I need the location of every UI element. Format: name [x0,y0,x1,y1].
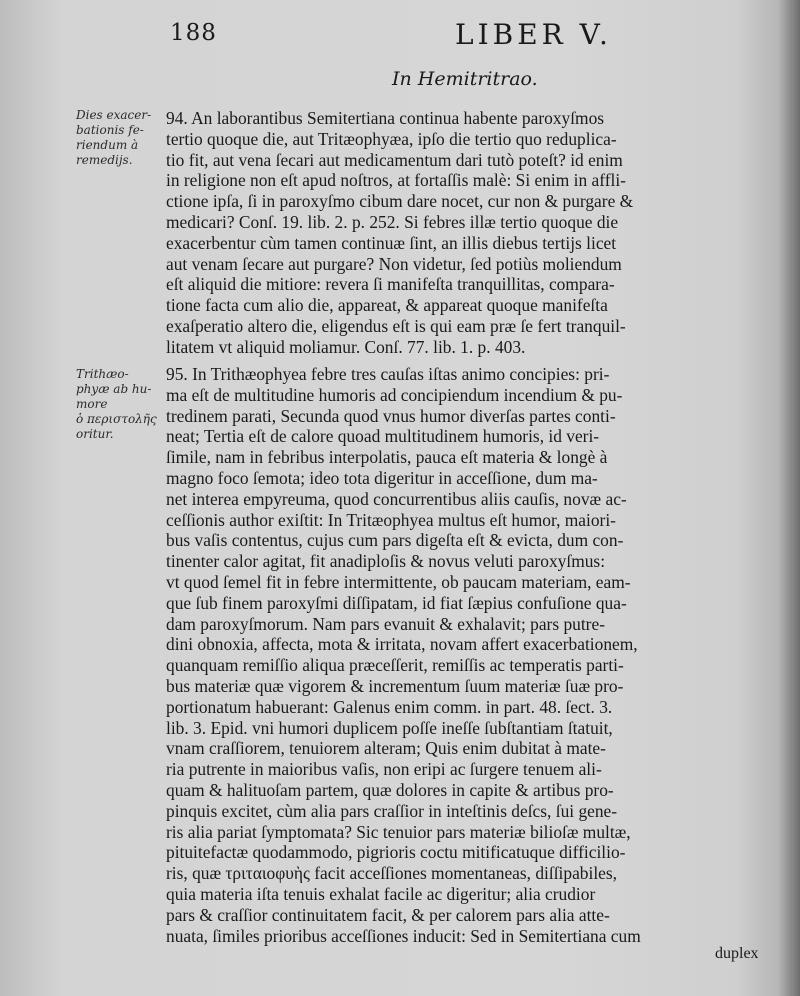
text-line: quia materia iſta tenuis exhalat facile ac digeritur; alia crudior [166,883,596,904]
text-line: exacerbentur cùm tamen continuæ ſint, an illis diebus tertijs licet [166,232,617,253]
text-line: tione facta cum alio die, appareat, & appareat quoque manifeſta [166,295,608,316]
text-line: 95. In Trithæophyea febre tres cauſas iſtas animo concipies: pri- [166,364,610,384]
text-line: tinenter calor agitat, fit anadiploſis & novus veluti paroxyſmus: [166,551,606,572]
text-line: pituitefactæ quodammodo, pigrioris coctu mitificatuque difficilio- [166,842,626,863]
text-line: tredinem parati, Secunda quod vnus humor diverſas partes conti- [166,405,616,426]
text-line: bus materiæ quæ vigorem & incrementum ſuum materiæ ſuæ pro- [166,675,624,696]
text-line: in religione non eſt apud noſtros, at fortaſſis malè: Si enim in affli- [166,170,626,191]
text-line: aut venam ſecare aut purgare? Non videtur, ſed potiùs moliendum [166,253,622,274]
marginal-note-line: riendum à [76,138,139,152]
text-line: ceſſionis author exiſtit: In Tritæophyea multus eſt humor, maiori- [166,509,616,530]
text-line: vt quod ſemel fit in febre intermittente, ob paucam materiam, eam- [166,571,631,592]
text-line: exaſperatio altero die, eligendus eſt is qui eam præ ſe fert tranquil- [166,315,626,336]
text-line: lib. 3. Epid. vni humori duplicem poſſe ineſſe ſubſtantiam ſtatuit, [166,717,613,738]
catchword: duplex [715,945,759,962]
text-line: nuata, ſimiles prioribus acceſſiones inducit: Sed in Semitertiana cum [166,925,641,946]
text-line: quanquam remiſſio aliqua præceſſerit, remiſſis ac temperatis parti- [166,655,624,676]
text-line: bus vaſis contentus, cujus cum pars digeſta eſt & evicta, dum con- [166,530,624,551]
text-line: net interea empyreuma, quod concurrentibus aliis cauſis, novæ ac- [166,488,627,509]
text-line: dam paroxyſmorum. Nam pars evanuit & exhalavit; pars putre- [166,613,605,634]
page-header [170,18,770,58]
marginal-note-line: ὁ περιστολῆς [76,412,157,426]
text-line: pinquis excitet, cùm alia pars craſſior in inteſtinis deſcs, ſui gene- [166,800,618,821]
page-number: 188 [170,20,217,46]
text-line: medicari? Conſ. 19. lib. 2. p. 252. Si febres illæ tertio quoque die [166,211,619,232]
paragraph-94 [166,108,770,358]
text-line: dini obnoxia, affecta, mota & irritata, novam affert exacerbationem, [166,634,638,655]
marginal-note-line: Dies exacer- [76,108,152,122]
text-line: litatem vt aliquid moliamur. Conſ. 77. lib. 1. p. 403. [166,336,526,357]
text-line: quam & halituoſam partem, quæ dolores in capite & artibus pro- [166,779,614,800]
text-line: ma eſt de multitudine humoris ad concipiendum incendium & pu- [166,384,623,405]
text-line: ctione ipſa, ſi in paroxyſmo cibum dare nocet, cur non & purgare & [166,191,634,212]
text-line: pars & craſſior continuitatem facit, & per calorem pars alia atte- [166,904,610,925]
text-line: 94. An laborantibus Semitertiana continua habente paroxyſmos [166,108,605,128]
page-edge-shadow [778,0,800,996]
text-line: vnam craſſiorem, tenuiorem alteram; Quis enim dubitat à mate- [166,738,606,759]
marginal-note-line: oritur. [76,427,114,441]
marginal-note [76,367,176,442]
text-line: neat; Tertia eſt de calore quoad multitudinem humoris, id veri- [166,426,600,447]
text-line: tio fit, aut vena ſecari aut medicamentum dari tutò poteſt? id enim [166,149,623,170]
text-line: portionatum habuerant: Galenus enim comm. in part. 48. ſect. 3. [166,696,613,717]
text-line: ſimile, nam in febribus interpolatis, pauca eſt materia & longè à [166,447,608,468]
running-title: LIBER V. [455,18,612,51]
text-line: ris, quæ τριταιοφυὴς facit acceſſiones momentaneas, diſſipabiles, [166,863,617,884]
section-heading: In Hemitritrao. [392,68,538,90]
text-line: tertio quoque die, aut Tritæophyæa, ipſo die tertio quo reduplica- [166,128,617,149]
text-line: ria putrente in maioribus vaſis, non eripi ac ſurgere tenuem ali- [166,759,602,780]
text-line: eſt aliquid die mitiore: revera ſi manifeſta tranquillitas, compara- [166,274,615,295]
marginal-note-line: Trithæo- [76,367,129,381]
marginal-note-line: more [76,397,108,411]
text-line: magno foco ſemota; ideo tota digeritur in acceſſione, dum ma- [166,467,598,488]
text-line: ris alia pariat ſymptomata? Sic tenuior pars materiæ bilioſæ multæ, [166,821,631,842]
marginal-note-line: remedijs. [76,153,133,167]
marginal-note-line: phyæ ab hu- [76,382,152,396]
paragraph-95 [166,364,770,946]
marginal-note-line: bationis fe- [76,123,144,137]
marginal-note [76,108,176,168]
text-line: que ſub finem paroxyſmi diſſipatam, id fiat ſæpius confuſione qua- [166,592,627,613]
